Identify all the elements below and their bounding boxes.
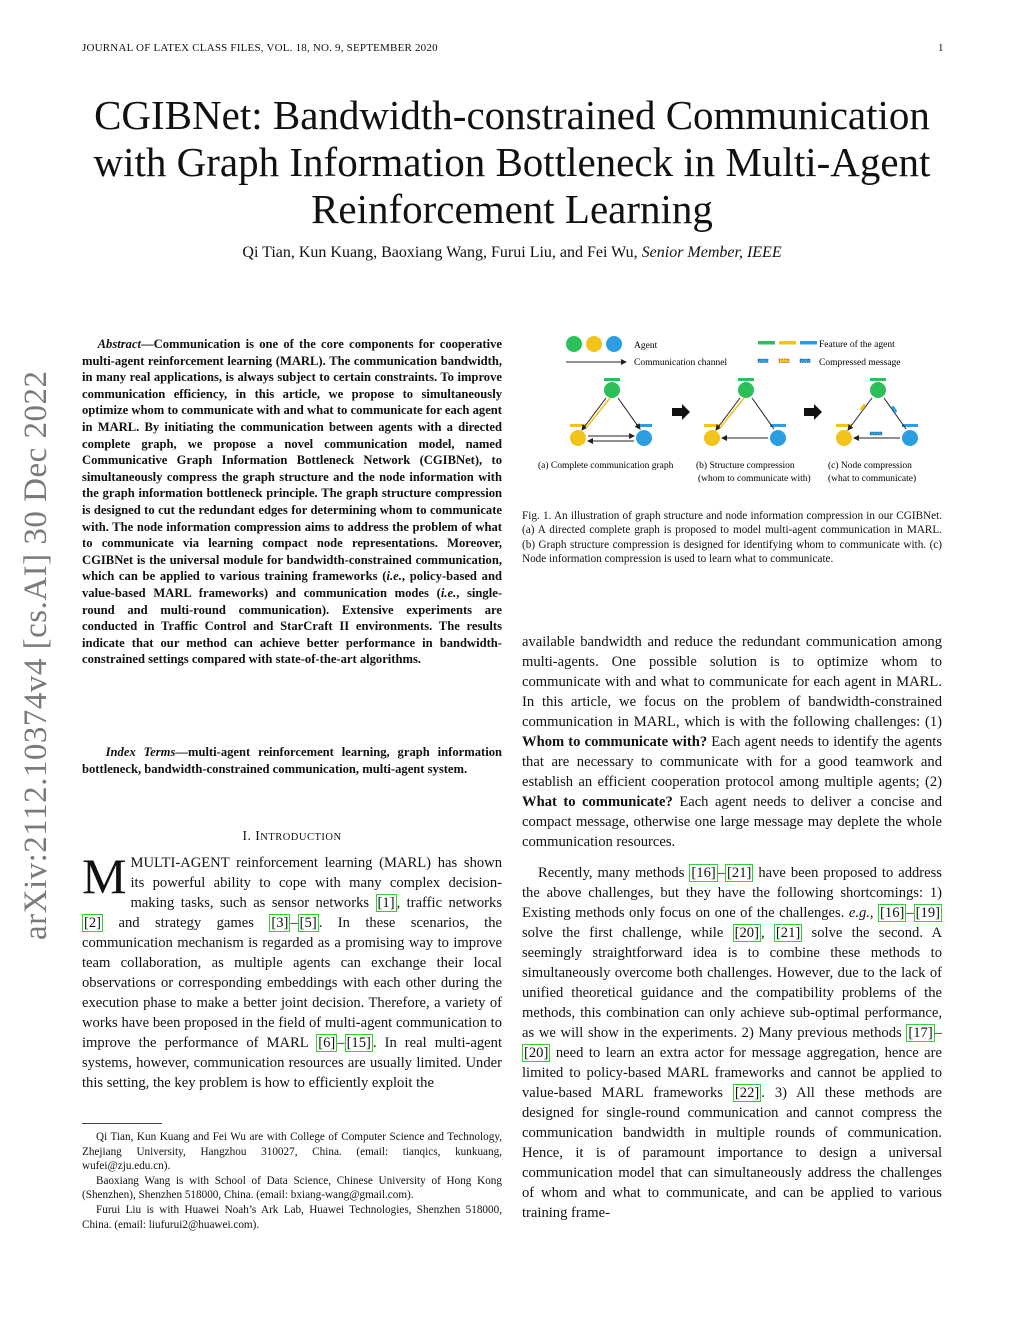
figure-caption: [522, 509, 942, 567]
citation-link[interactable]: [16]: [691, 865, 716, 881]
graph-structure-compressed: [704, 378, 786, 446]
en-dash: –: [290, 915, 298, 931]
subcaption-c-line2: (what to communicate): [828, 474, 917, 484]
section-heading: [82, 828, 502, 844]
citation-link[interactable]: [1]: [377, 895, 395, 911]
figure-caption-text: An illustration of graph structure and node information compression in our CGIBNet. (a) A directed complete graph is proposed to model multi-agent communication in MARL. (b) Graph structure compression is designed for identifying whom to communicate with. (c) Node information compression is used to learn what to communicate.: [522, 510, 942, 566]
intro-paragraph: [82, 848, 503, 1093]
right-column-text: [522, 632, 942, 1223]
drop-cap: M: [82, 848, 127, 904]
agent-icon-green: [566, 336, 582, 352]
citation-link[interactable]: [17]: [908, 1025, 933, 1041]
citation-link[interactable]: [20]: [524, 1045, 549, 1061]
running-header: JOURNAL OF LATEX CLASS FILES, VOL. 18, NO. 9, SEPTEMBER 2020: [82, 42, 438, 54]
citation-link[interactable]: [2]: [84, 915, 102, 931]
intro-text-b: , traffic networks: [396, 895, 503, 911]
citation-link[interactable]: [19]: [915, 905, 940, 921]
paper-title: CGIBNet: Bandwidth-constrained Communication with Graph Information Bottleneck in Multi-Agent Reinforcement Learning: [93, 92, 931, 232]
section-title-first: I: [255, 828, 261, 843]
graph-complete: [570, 378, 652, 446]
legend-feature-bars: [758, 341, 817, 345]
footnote-affiliation-1: Qi Tian, Kun Kuang and Fei Wu are with College of Computer Science and Technology, Zhejiang University, Hangzhou 310027, China. (email: tianqics, kunkuang, wufei@zju.edu.cn).: [82, 1131, 502, 1173]
citation-link[interactable]: [6]: [318, 1035, 336, 1051]
legend-agent-icons: [566, 336, 622, 352]
author-names: Qi Tian, Kun Kuang, Baoxiang Wang, Furui Liu, and Fei Wu,: [242, 244, 638, 261]
arxiv-stamp: arXiv:2112.10374v4 [cs.AI] 30 Dec 2022: [18, 370, 54, 940]
paragraph: available bandwidth and reduce the redundant communication among multi-agents. One possible solution is to optimize whom to communicate with and what to communicate for each agent in MARL. In this article, we focus on the problem of bandwidth-constrained communication in MARL, which is with the following challenges: (1) Whom to communicate with? Each agent needs to identify the agents that are necessary to communicate with for a good teamwork and establish an efficient cooperation protocol among multiple agents; (2) What to communicate? Each agent needs to deliver a concise and compact message, otherwise one large message may deplete the whole communication resources.: [522, 634, 942, 850]
citation-link[interactable]: [3]: [271, 915, 289, 931]
subcaption-c-line1: (c) Node compression: [828, 461, 912, 471]
challenge-whom: Whom to communicate with?: [522, 734, 708, 750]
abstract-text-2: , policy-based and value-based MARL frameworks) and communication modes (: [82, 569, 502, 600]
intro-text-e: . In real multi-agent systems, however, communication resources are usually limited. Under this setting, the key problem is how to efficiently exploit the: [82, 1035, 502, 1091]
transition-arrow-icon: [804, 404, 822, 420]
subcaption-a: (a) Complete communication graph: [538, 461, 674, 471]
citation-link[interactable]: [21]: [775, 925, 801, 941]
author-membership: Senior Member, IEEE: [641, 244, 782, 261]
section-title-rest: NTRODUCTION: [260, 832, 342, 843]
transition-arrow-icon: [672, 404, 690, 420]
footnote-affiliation-2: Baoxiang Wang is with School of Data Science, Chinese University of Hong Kong (Shenzhen), Shenzhen 518000, China. (email: bxiang-wang@gmail.com).: [82, 1174, 502, 1202]
paragraph: Recently, many methods [16] – [21] have been proposed to address the above challenges, but they have the following shortcomings: 1) Existing methods only focus on one of the challenges. e.g., [16] – [19] solve the first challenge, while [20] , [21] solve the second. A seemingly straightforward idea is to combine these methods to simultaneously overcome both challenges. However, due to the lack of unified theoretical guidance and the compatibility problems of the methods, this combination can only achieve sub-optimal performance, as we will show in the experiments. 2) Many previous methods [17] –[20] need to learn an extra actor for message aggregation, hence are limited to policy-based MARL frameworks and cannot be applied to value-based MARL frameworks [22] . 3) All these methods are designed for single-round communication and cannot compress the communication bandwidth in multiple rounds of communication. Hence, it is of paramount importance to design a universal communication model that can simultaneously address the challenges of whom and what to communicate, and can be applied to various training frame-: [522, 865, 942, 1221]
footnotes: [82, 1130, 502, 1232]
citation-link[interactable]: [16]: [880, 905, 905, 921]
citation-link[interactable]: [22]: [734, 1085, 760, 1101]
index-terms: [82, 744, 502, 777]
abstract-text: —Communication is one of the core components for cooperative multi-agent reinforcement learning (MARL). The communication bandwidth, in many real applications, is always subject to certain constraints. To improve communication efficiency, in this article, we propose to simultaneously optimize whom to communicate with and what to communicate for each agent in MARL. By initiating the communication between agents with a directed complete graph, we propose a novel communication model, named Communicative Graph Information Bottleneck Network (CGIBNet), to simultaneously compress the graph structure and the node information with the graph information bottleneck principle. The graph structure compression is designed to cut the redundant edges for determining whom to communicate with. The node information compression aims to address the problem of what to communicate via learning compact node representations. Moreover, CGIBNet is the universal module for bandwidth-constrained communication, which can be applied to various training frameworks (: [82, 337, 502, 584]
index-terms-text: —multi-agent reinforcement learning, graph information bottleneck, bandwidth-constrained communication, multi-agent system.: [82, 745, 502, 776]
abstract-ie-1: i.e.: [386, 569, 402, 584]
intro-text-c: and strategy games: [103, 915, 270, 931]
figure-label: Fig. 1.: [522, 510, 552, 522]
citation-link[interactable]: [21]: [727, 865, 752, 881]
agent-icon-yellow: [586, 336, 602, 352]
abstract-text-3: , single-round and multi-round communication). Extensive experiments are conducted in Traffic Control and StarCraft II environments. The results indicate that our method can achieve better performance in bandwidth-constrained settings compared with state-of-the-art algorithms.: [82, 585, 503, 667]
intro-text-d: . In these scenarios, the communication mechanism is regarded as a promising way to improve team collaboration, as multiple agents can exchange their local observations or corresponding embeddings with each other during the execution phase to make a better joint decision. Therefore, a variety of works have been proposed in the field of multi-agent communication to improve the performance of MARL: [82, 915, 502, 1051]
citation-link[interactable]: [15]: [346, 1035, 371, 1051]
en-dash: –: [337, 1035, 345, 1051]
legend-feature-label: Feature of the agent: [819, 340, 895, 350]
citation-link[interactable]: [5]: [299, 915, 317, 931]
graph-node-compressed: [836, 378, 918, 446]
subcaption-b-line1: (b) Structure compression: [696, 461, 795, 471]
abstract: [82, 336, 502, 668]
index-terms-lead: Index Terms: [105, 745, 176, 759]
footnote-rule: [82, 1123, 162, 1124]
legend-agent-label: Agent: [634, 341, 658, 351]
section-number: I.: [242, 828, 252, 843]
legend-compressed-label: Compressed message: [819, 358, 901, 368]
abstract-ie-2: i.e.: [440, 585, 457, 600]
subcaption-b-line2: (whom to communicate with): [698, 474, 811, 484]
page-number: 1: [938, 42, 944, 54]
intro-text-a: MULTI-AGENT reinforcement learning (MARL) has shown its powerful ability to cope with many complex decision-making tasks, such as sensor networks: [130, 855, 502, 911]
abstract-lead: Abstract: [97, 337, 142, 351]
legend-channel-label: Communication channel: [634, 358, 728, 368]
author-line: [60, 244, 964, 262]
agent-icon-blue: [606, 336, 622, 352]
challenge-what: What to communicate?: [522, 794, 673, 810]
citation-link[interactable]: [20]: [734, 925, 759, 941]
footnote-affiliation-3: Furui Liu is with Huawei Noah’s Ark Lab, Huawei Technologies, Shenzhen 518000, China. (email: liufurui2@huawei.com).: [82, 1203, 502, 1231]
legend-compressed-bars: [758, 359, 810, 363]
figure-1: [530, 330, 945, 495]
